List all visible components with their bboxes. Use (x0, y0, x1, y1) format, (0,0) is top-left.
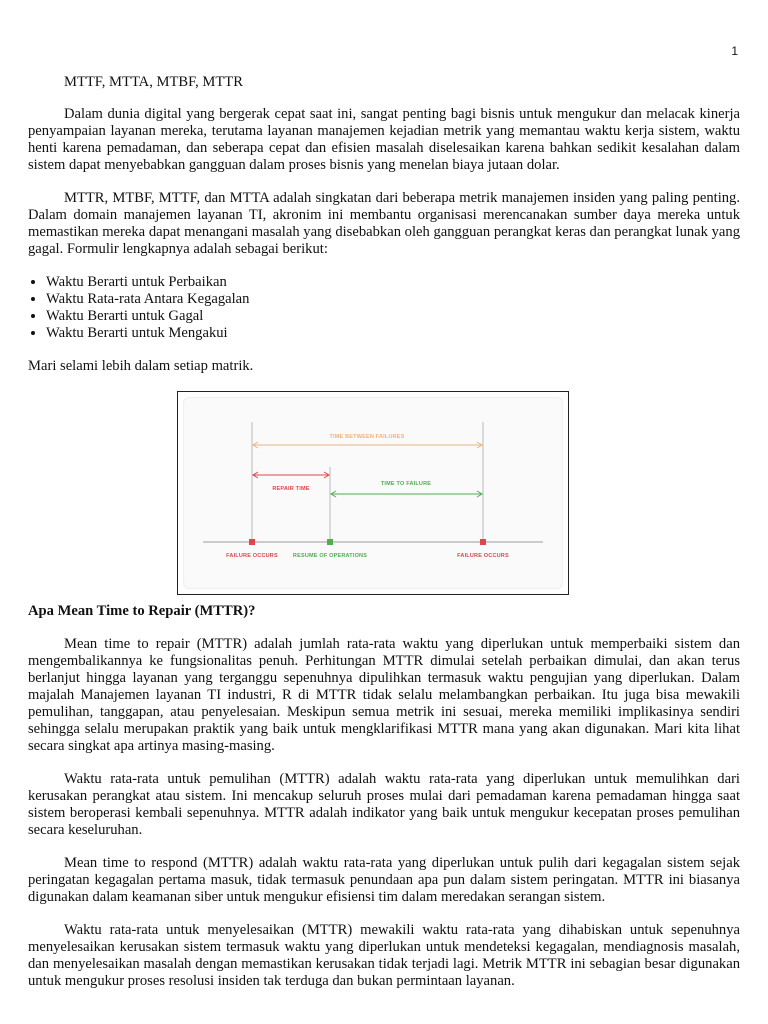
failure-occurs-label-1: FAILURE OCCURS (226, 553, 278, 559)
section-paragraph-4: Waktu rata-rata untuk menyelesaikan (MTTR) mewakili waktu rata-rata yang dihabiskan untuk sepenuhnya menyelesaikan kerusakan sistem termasuk waktu yang diperlukan untuk mendeteksi kegagalan, mendiagnosis masalah, dan menyelesaikan masalah dengan memastikan kerusakan tidak terjadi lagi. Metrik MTTR ini sebagian besar digunakan untuk mengukur proses resolusi insiden tak terduga dan bukan permintaan layanan. (28, 922, 740, 989)
section-paragraph-1: Mean time to repair (MTTR) adalah jumlah rata-rata waktu yang diperlukan untuk memperbaiki sistem dan mengembalikannya ke fungsionalitas penuh. Perhitungan MTTR dimulai setelah perbaikan dimulai, dan akan terus berlanjut hingga layanan yang terganggu sepenuhnya dipulihkan termasuk waktu pengujian yang diperlukan. Dalam majalah Manajemen layanan TI industri, R di MTTR tidak selalu melambangkan perbaikan. Itu juga bisa mewakili pemulihan, tanggapan, atau penyelesaian. Meskipun semua metrik ini sesuai, mereka memiliki implikasinya sendiri sehingga selalu merupakan praktik yang baik untuk mengklarifikasi MTTR mana yang akan digunakan. Mari kita lihat secara singkat apa artinya masing-masing. (28, 636, 740, 754)
lead-in-text: Mari selami lebih dalam setiap matrik. (28, 358, 254, 374)
failure-marker-2 (480, 539, 486, 545)
timeline-diagram (183, 397, 563, 589)
time-between-failures-label: TIME BETWEEN FAILURES (329, 434, 405, 440)
page-number: 1 (731, 44, 738, 58)
resume-marker (327, 539, 333, 545)
resume-of-operations-label: RESUME OF OPERATIONS (292, 553, 368, 559)
list-item: • Waktu Rata-rata Antara Kegagalan (46, 291, 740, 308)
intro-paragraph-1: Dalam dunia digital yang bergerak cepat saat ini, sangat penting bagi bisnis untuk mengukur dan melacak kinerja penyampaian layanan mereka, terutama layanan manajemen kejadian metrik yang memantau waktu kerja sistem, waktu henti karena pemadaman, dan seberapa cepat dan efisien masalah diselesaikan karena bahkan sedikit kesalahan dalam sistem dapat menyebabkan gangguan dalam proses bisnis yang menelan biaya jutaan dolar. (28, 106, 740, 173)
failure-marker-1 (249, 539, 255, 545)
figure-panel (183, 397, 563, 589)
mttr-timeline-figure (177, 391, 569, 595)
repair-time-label: REPAIR TIME (272, 486, 310, 492)
list-item: • Waktu Berarti untuk Perbaikan (46, 274, 740, 291)
list-item: • Waktu Berarti untuk Gagal (46, 308, 740, 325)
failure-occurs-label-2: FAILURE OCCURS (457, 553, 509, 559)
document-title: MTTF, MTTA, MTBF, MTTR (64, 74, 243, 90)
section-paragraph-2: Waktu rata-rata untuk pemulihan (MTTR) adalah waktu rata-rata yang diperlukan untuk memulihkan dari kerusakan perangkat atau sistem. Ini mencakup seluruh proses mulai dari pemadaman karena pemadaman hingga saat sistem beroperasi kembali sepenuhnya. MTTR adalah indikator yang baik untuk mengukur kecepatan proses pemulihan secara keseluruhan. (28, 771, 740, 838)
metric-list (28, 274, 740, 342)
document-body (28, 74, 740, 1006)
time-to-failure-label: TIME TO FAILURE (380, 481, 432, 487)
intro-paragraph-2: MTTR, MTBF, MTTF, dan MTTA adalah singkatan dari beberapa metrik manajemen insiden yang paling penting. Dalam domain manajemen layanan TI, akronim ini membantu organisasi merencanakan sumber daya mereka untuk memastikan mereka dapat menangani masalah yang disebabkan oleh gangguan perangkat keras dan perangkat lunak yang gagal. Formulir lengkapnya adalah sebagai berikut: (28, 190, 740, 257)
section-paragraph-3: Mean time to respond (MTTR) adalah waktu rata-rata yang diperlukan untuk pulih dari kegagalan sistem sejak peringatan kegagalan pertama masuk, tidak termasuk penundaan apa pun dalam sistem peringatan. MTTR ini biasanya digunakan dalam keamanan siber untuk mengukur efisiensi tim dalam meredakan serangan sistem. (28, 855, 740, 905)
section-heading: Apa Mean Time to Repair (MTTR)? (28, 603, 256, 619)
list-item: • Waktu Berarti untuk Mengakui (46, 325, 740, 342)
